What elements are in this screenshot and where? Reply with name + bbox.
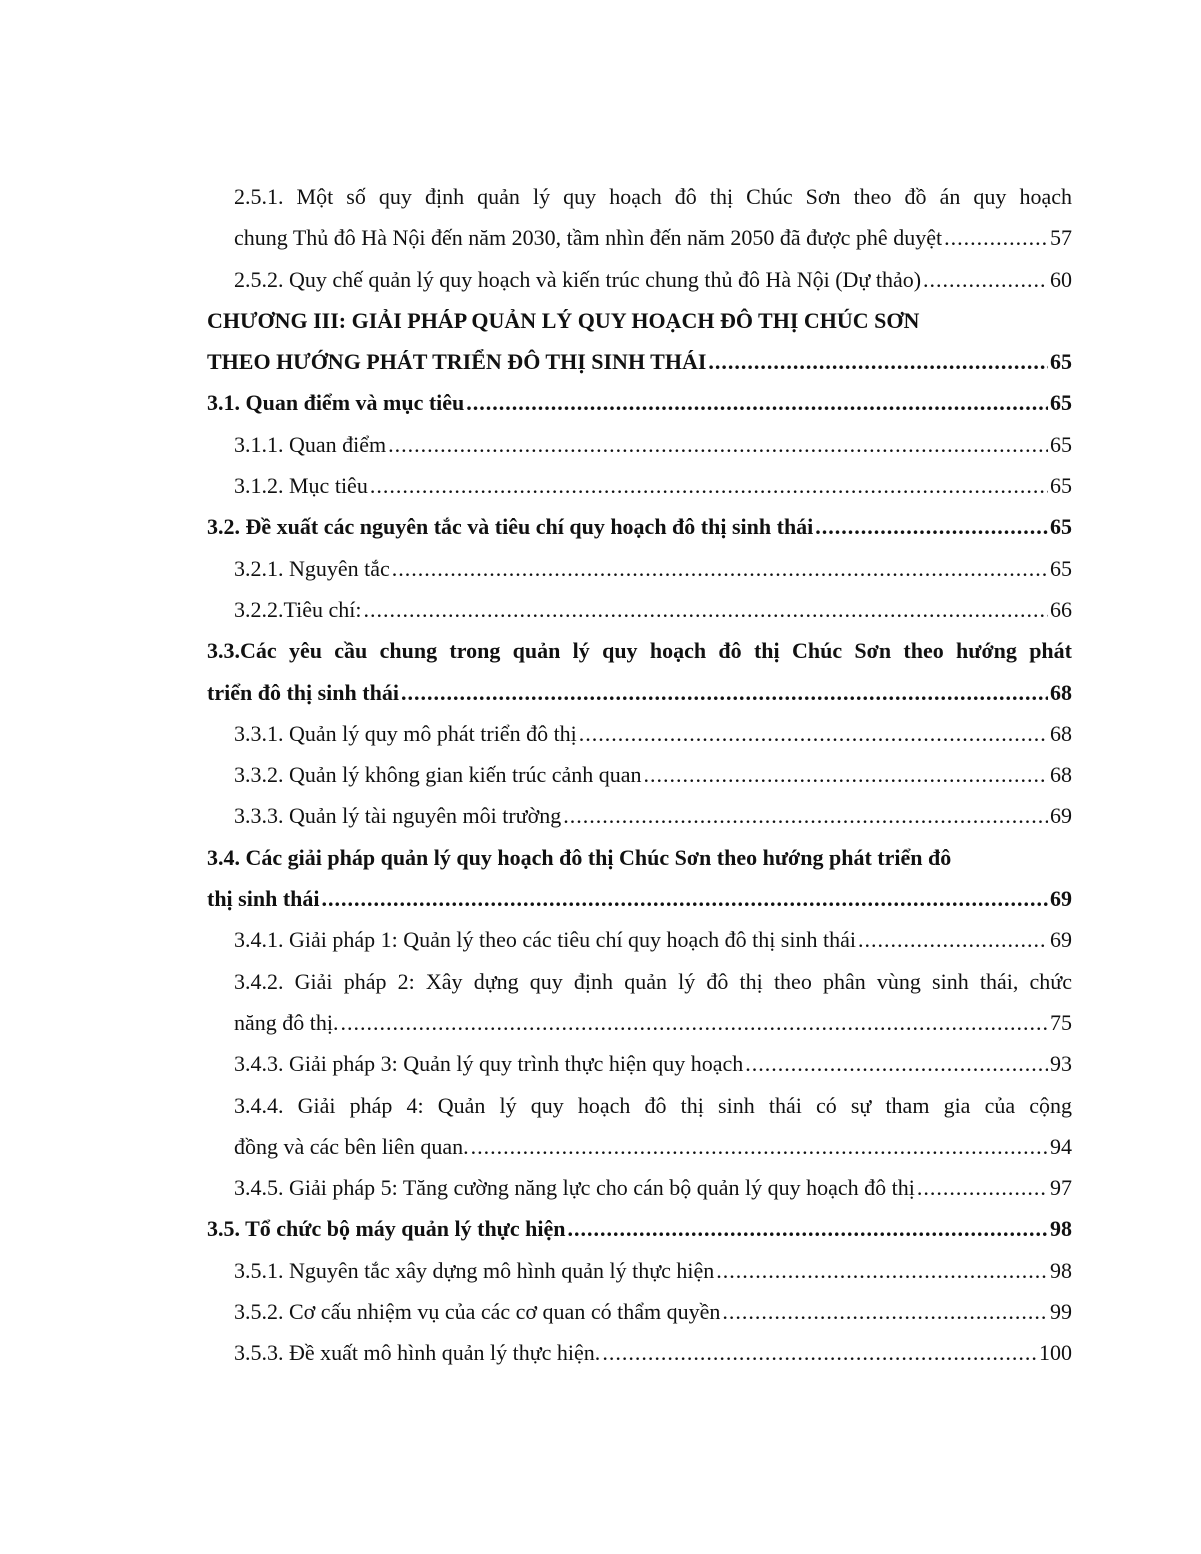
dot-leader [466,382,1048,423]
toc-entry-text: 3.4.2. Giải pháp 2: Xây dựng quy định quản lý đô thị theo phân vùng sinh thái, chức [234,968,1072,994]
toc-entry [0,961,1072,1002]
dot-leader [401,672,1048,713]
toc-page-number: 99 [1050,1299,1072,1325]
dot-leader [364,589,1048,630]
toc-section-heading [0,1208,1072,1249]
toc-entry [0,1250,1072,1291]
toc-entry-text: 2.5.2. Quy chế quản lý quy hoạch và kiến trúc chung thủ đô Hà Nội (Dự thảo) [234,266,922,292]
dot-leader [923,259,1048,300]
toc-page-number: 68 [1050,679,1072,705]
dot-leader [388,424,1048,465]
toc-entry-text: 3.4.1. Giải pháp 1: Quản lý theo các tiêu chí quy hoạch đô thị sinh thái [234,927,856,953]
dot-leader [722,1291,1048,1332]
toc-chapter-heading [0,300,1072,341]
dot-leader [944,217,1048,258]
dot-leader [602,1332,1037,1373]
toc-entry-text: 2.5.1. Một số quy định quản lý quy hoạch đô thị Chúc Sơn theo đồ án quy hoạch [234,184,1072,209]
toc-section-heading [0,382,1072,423]
toc-entry-text: 3.5. Tổ chức bộ máy quản lý thực hiện [207,1216,566,1242]
toc-page-number: 69 [1050,803,1072,829]
toc-page-number: 60 [1050,266,1072,292]
toc-entry-text: 3.5.1. Nguyên tắc xây dựng mô hình quản lý thực hiện [234,1257,715,1283]
toc-entry [0,589,1072,630]
toc-page-number: 66 [1050,596,1072,622]
toc-section-heading [0,837,1072,878]
toc-chapter-heading [0,341,1072,382]
toc-entry-text: 3.3.2. Quản lý không gian kiến trúc cảnh quan [234,762,642,788]
dot-leader [917,1167,1048,1208]
toc-entry-text: chung Thủ đô Hà Nội đến năm 2030, tầm nhìn đến năm 2050 đã được phê duyệt [234,225,943,251]
toc-page-number: 69 [1050,927,1072,953]
dot-leader [815,506,1048,547]
toc-entry [0,1291,1072,1332]
toc-entry [0,176,1072,217]
toc-section-heading [0,630,1072,671]
toc-page-number: 65 [1050,473,1072,499]
dot-leader [644,754,1048,795]
toc-entry-text: 3.1.1. Quan điểm [234,431,387,457]
toc-entry-text: thị sinh thái [207,886,320,912]
toc-page-number: 65 [1050,390,1072,416]
toc-entry [0,919,1072,960]
toc-entry-text: 3.4. Các giải pháp quản lý quy hoạch đô thị Chúc Sơn theo hướng phát triển đô [207,844,952,870]
toc-entry [0,1126,1072,1167]
toc-entry [0,259,1072,300]
toc-entry-text: năng đô thị. [234,1009,339,1035]
toc-section-heading [0,506,1072,547]
toc-entry-text: CHƯƠNG III: GIẢI PHÁP QUẢN LÝ QUY HOẠCH ĐÔ THỊ CHÚC SƠN [207,307,920,333]
dot-leader [858,919,1048,960]
toc-page-number: 65 [1050,431,1072,457]
dot-leader [471,1126,1048,1167]
toc-page-number: 100 [1039,1340,1072,1366]
toc-entry [0,1085,1072,1126]
dot-leader [745,1043,1048,1084]
toc-entry-text: 3.2.1. Nguyên tắc [234,555,390,581]
toc-entry-text: 3.4.3. Giải pháp 3: Quản lý quy trình thực hiện quy hoạch [234,1051,744,1077]
toc-page-number: 93 [1050,1051,1072,1077]
toc-page-number: 69 [1050,886,1072,912]
table-of-contents [0,176,1201,1374]
toc-entry [0,217,1072,258]
toc-entry [0,1167,1072,1208]
dot-leader [563,795,1048,836]
toc-entry [0,713,1072,754]
toc-entry [0,795,1072,836]
dot-leader [322,878,1049,919]
toc-entry [0,754,1072,795]
toc-page-number: 97 [1050,1175,1072,1201]
toc-page-number: 98 [1050,1257,1072,1283]
toc-entry [0,1332,1072,1373]
dot-leader [716,1250,1048,1291]
toc-page-number: 75 [1050,1009,1072,1035]
toc-entry-text: 3.5.2. Cơ cấu nhiệm vụ của các cơ quan có thẩm quyền [234,1299,721,1325]
toc-entry-text: 3.3.Các yêu cầu chung trong quản lý quy hoạch đô thị Chúc Sơn theo hướng phát [207,638,1072,664]
toc-page-number: 65 [1050,555,1072,581]
dot-leader [568,1208,1049,1249]
toc-entry-text: 3.4.5. Giải pháp 5: Tăng cường năng lực cho cán bộ quản lý quy hoạch đô thị [234,1175,915,1201]
dot-leader [708,341,1048,382]
toc-entry-text: đồng và các bên liên quan. [234,1133,469,1159]
toc-page-number: 68 [1050,762,1072,788]
toc-entry-text: 3.5.3. Đề xuất mô hình quản lý thực hiện. [234,1340,601,1366]
toc-entry-text: 3.3.3. Quản lý tài nguyên môi trường [234,803,562,829]
toc-entry-text: 3.1. Quan điểm và mục tiêu [207,390,465,416]
toc-section-heading [0,878,1072,919]
toc-entry [0,465,1072,506]
dot-leader [392,548,1048,589]
toc-page-number: 94 [1050,1133,1072,1159]
toc-entry [0,1002,1072,1043]
toc-entry-text: 3.1.2. Mục tiêu [234,473,368,499]
toc-entry-text: 3.2. Đề xuất các nguyên tắc và tiêu chí quy hoạch đô thị sinh thái [207,514,814,540]
toc-page-number: 65 [1050,349,1072,375]
dot-leader [341,1002,1049,1043]
toc-entry-text: 3.4.4. Giải pháp 4: Quản lý quy hoạch đô thị sinh thái có sự tham gia của cộng [234,1092,1072,1118]
toc-page-number: 68 [1050,720,1072,746]
dot-leader [370,465,1048,506]
toc-entry [0,548,1072,589]
dot-leader [579,713,1048,754]
toc-page-number: 57 [1050,225,1072,251]
toc-entry-text: 3.3.1. Quản lý quy mô phát triển đô thị [234,720,577,746]
toc-entry-text: THEO HƯỚNG PHÁT TRIỂN ĐÔ THỊ SINH THÁI [207,349,707,375]
toc-section-heading [0,672,1072,713]
toc-page-number: 65 [1050,514,1072,540]
toc-entry [0,1043,1072,1084]
toc-entry-text: 3.2.2.Tiêu chí: [234,596,362,622]
toc-page-number: 98 [1050,1216,1072,1242]
toc-entry-text: triển đô thị sinh thái [207,679,399,705]
toc-entry [0,424,1072,465]
